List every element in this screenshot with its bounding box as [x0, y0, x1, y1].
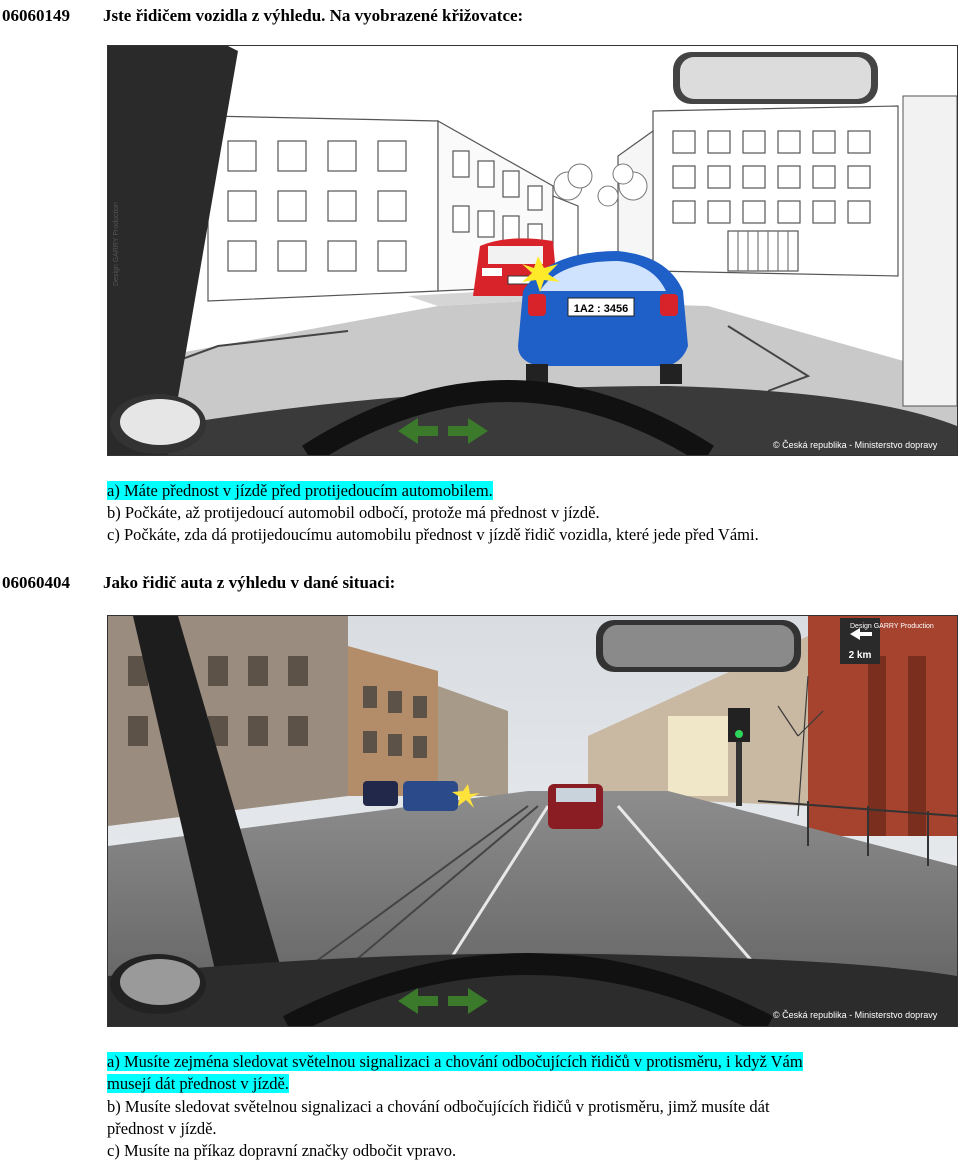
- license-plate: 1A2 : 3456: [573, 303, 629, 315]
- answer-c[interactable]: c) Musíte na příkaz dopravní značky odbočit vpravo.: [107, 1141, 457, 1160]
- question-id: 06060404: [2, 573, 70, 592]
- blue-car: [518, 251, 688, 384]
- rearview-mirror: [596, 620, 801, 672]
- intersection-illustration: [107, 45, 958, 456]
- question-title: Jste řidičem vozidla z výhledu. Na vyobrazené křižovatce:: [103, 6, 524, 25]
- copyright-credit: © Česká republika - Ministerstvo dopravy: [773, 1010, 938, 1020]
- answer-a[interactable]: a) Máte přednost v jízdě před protijedoucím automobilem.: [107, 481, 493, 500]
- answer-c[interactable]: c) Počkáte, zda dá protijedoucímu automobilu přednost v jízdě řidič vozidla, které jede před Vámi.: [107, 525, 759, 544]
- street-photo: [107, 615, 958, 1027]
- question-id: 06060149: [2, 6, 70, 25]
- answer-b[interactable]: b) Počkáte, až protijedoucí automobil odbočí, protože má přednost v jízdě.: [107, 503, 600, 522]
- answer-b[interactable]: b) Musíte sledovat světelnou signalizaci a chování odbočujících řidičů v protisměru, jimž musíte dát přednost v jízdě.: [107, 1097, 770, 1138]
- design-credit: Design GARRY Production: [113, 202, 120, 286]
- answer-a[interactable]: a) Musíte zejména sledovat světelnou signalizaci a chování odbočujících řidičů v protisměru, i když Vám musejí dát přednost v jízdě.: [107, 1052, 803, 1093]
- design-credit: Design GARRY Production: [850, 623, 934, 630]
- side-mirror: [110, 954, 206, 1014]
- question-title: Jako řidič auta z výhledu v dané situaci:: [103, 573, 396, 592]
- sign-distance: 2 km: [848, 650, 872, 661]
- side-mirror: [110, 394, 206, 454]
- copyright-credit: © Česká republika - Ministerstvo dopravy: [773, 440, 938, 450]
- rearview-mirror: [673, 52, 878, 104]
